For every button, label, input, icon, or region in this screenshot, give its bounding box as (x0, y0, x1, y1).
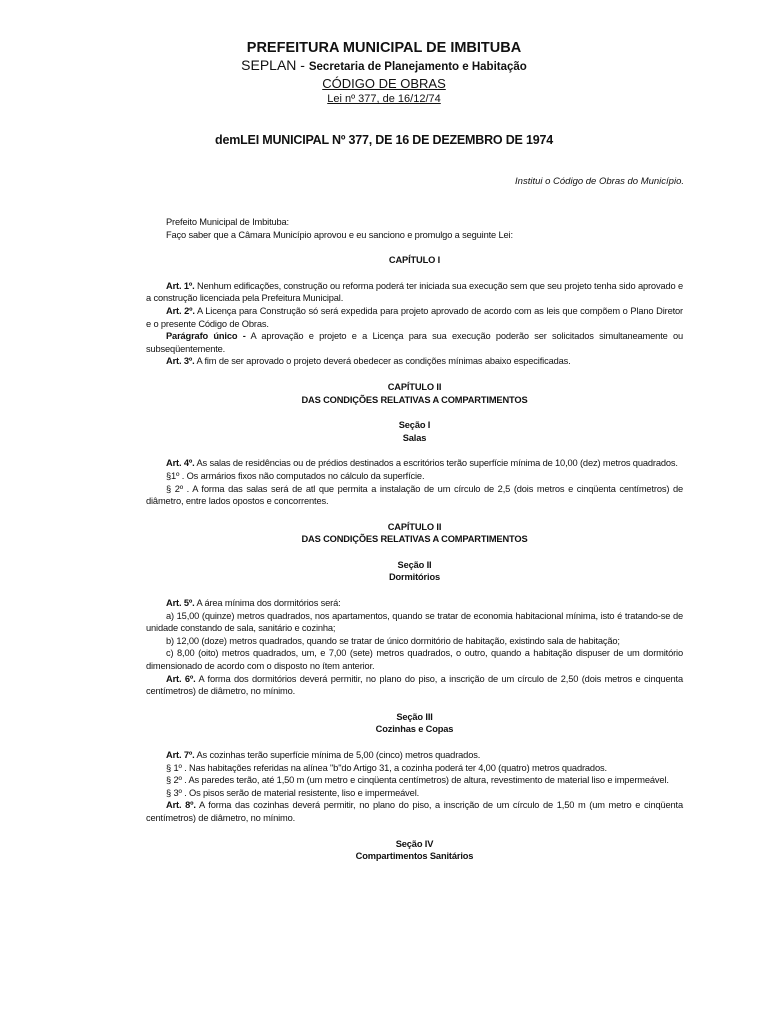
chapter-1-title: CAPÍTULO I (388, 255, 441, 266)
section-4-name: Compartimentos Sanitários (355, 851, 474, 862)
article-7-label: Art. 7º. (166, 750, 195, 760)
secretaria-name: Secretaria de Planejamento e Habitação (308, 61, 527, 73)
article-7-text: As cozinhas terão superfície mínima de 5,00 (cinco) metros quadrados. (194, 750, 481, 760)
article-4-paragraph-1: §1º . Os armários fixos não computados no cálculo da superfície. (166, 470, 425, 481)
article-5-item-a: a) 15,00 (quinze) metros quadrados, nos apartamentos, quando se tratar de economia habitacional mínima, isto é tratando-se de unidade constando de sala, sanitário e cozinha; (146, 610, 683, 634)
article-6 (146, 673, 683, 698)
article-4-text: As salas de residências ou de prédios destinados a escritórios terão superfície mínima de 10,00 (dez) metros quadrados. (194, 458, 678, 469)
article-5-label: Art. 5º. (166, 598, 195, 609)
article-8 (146, 799, 683, 824)
article-4-paragraph-2: § 2º . A forma das salas será de atl que permita a instalação de um círculo de 2,5 (dois metros e cinqüenta centímetros) de diâmetro, entre lados opostos e concorrentes. (146, 483, 683, 507)
article-2-label: Art. 2º. (166, 305, 195, 316)
chapter-2b-title: CAPÍTULO II (387, 521, 442, 532)
section-1-title: Seção I (398, 420, 431, 431)
article-1-label: Art. 1º. (166, 280, 195, 291)
codigo-heading (0, 76, 768, 91)
article-6-text: A forma dos dormitórios deverá permitir, no plano do piso, a inscrição de um círculo de 2,50 (dois metros e cinquenta centímetros) de diâmetro, no mínimo. (146, 673, 683, 697)
document-body (146, 216, 683, 863)
article-4-label: Art. 4º. (166, 458, 195, 469)
article-7-paragraph-3: § 3º . Os pisos serão de material resistente, liso e impermeável. (166, 787, 420, 798)
article-8-label: Art. 8º. (166, 800, 196, 811)
lei-reference (0, 93, 768, 105)
seplan-label: SEPLAN - (241, 57, 309, 73)
section-3-name: Cozinhas e Copas (375, 724, 454, 735)
article-3 (146, 355, 683, 368)
lei-number: Lei nº 377, de 16/12/74 (327, 93, 441, 105)
article-2-text: A Licença para Construção só será expedida para projeto aprovado de acordo com as leis que compõem o Plano Diretor e o presente Código de Obras. (146, 305, 683, 329)
ementa: Institui o Código de Obras do Município. (515, 176, 684, 187)
article-3-label: Art. 3º. (166, 356, 195, 367)
article-8-text: A forma das cozinhas deverá permitir, no plano do piso, a inscrição de um círculo de 1,50 m (um metro e cinqüenta centímetros) de diâmetro, no mínimo. (146, 800, 684, 823)
chapter-2-subtitle: DAS CONDIÇÕES RELATIVAS A COMPARTIMENTOS (301, 394, 528, 405)
paragrafo-unico (146, 330, 683, 355)
section-3-title: Seção III (396, 711, 433, 722)
municipality-title: PREFEITURA MUNICIPAL DE IMBITUBA (246, 40, 522, 56)
article-5-item-b: b) 12,00 (doze) metros quadrados, quando se tratar de único dormitório de habitação, existindo sala de habitação; (166, 635, 620, 646)
article-5 (146, 597, 683, 610)
article-5-text: A área mínima dos dormitórios será: (194, 598, 341, 609)
section-2-name: Dormitórios (388, 572, 441, 583)
codigo-title: CÓDIGO DE OBRAS (322, 76, 446, 91)
article-1-text: Nenhum edificações, construção ou reforma poderá ter iniciada sua execução sem que seu projeto tenha sido aprovado e a construção licenciada pela Prefeitura Municipal. (146, 280, 683, 304)
article-6-label: Art. 6º. (166, 673, 196, 684)
article-2 (146, 305, 683, 330)
section-1-name: Salas (402, 432, 427, 443)
law-title: demLEI MUNICIPAL Nº 377, DE 16 DE DEZEMBRO DE 1974 (215, 133, 553, 147)
article-1 (146, 280, 683, 305)
intro-line-1: Prefeito Municipal de Imbituba: (166, 217, 289, 227)
section-2-title: Seção II (397, 559, 432, 570)
article-3-text: A fim de ser aprovado o projeto deverá obedecer as condições mínimas abaixo especificadas. (194, 356, 571, 367)
paragrafo-unico-label: Parágrafo único - (166, 331, 246, 342)
article-7 (146, 749, 683, 762)
section-4-title: Seção IV (395, 838, 434, 849)
article-5-item-c: c) 8,00 (oito) metros quadrados, um, e 7,00 (sete) metros quadrados, o outro, quando a habitação dispuser de um dormitório dimensionado de acordo com o disposto no ítem anterior. (146, 648, 683, 672)
paragrafo-unico-text: A aprovação e projeto e a Licença para sua execução poderão ser solicitados simultaneamente ou subseqüentemente. (146, 331, 684, 354)
article-7-paragraph-2: § 2º . As paredes terão, até 1,50 m (um metro e cinqüenta centímetros) de altura, revestimento de material liso e impermeável. (166, 775, 669, 786)
chapter-2-title: CAPÍTULO II (387, 381, 442, 392)
article-4 (146, 457, 683, 470)
intro-line-2: Faço saber que a Câmara Município aprovou e eu sanciono e promulgo a seguinte Lei: (166, 229, 513, 240)
secretaria-line (0, 57, 768, 73)
chapter-2b-subtitle: DAS CONDIÇÕES RELATIVAS A COMPARTIMENTOS (301, 534, 528, 545)
article-7-paragraph-1: § 1º . Nas habitações referidas na alínea "b"do Artigo 31, a cozinha poderá ter 4,00 (quatro) metros quadrados. (166, 762, 607, 773)
